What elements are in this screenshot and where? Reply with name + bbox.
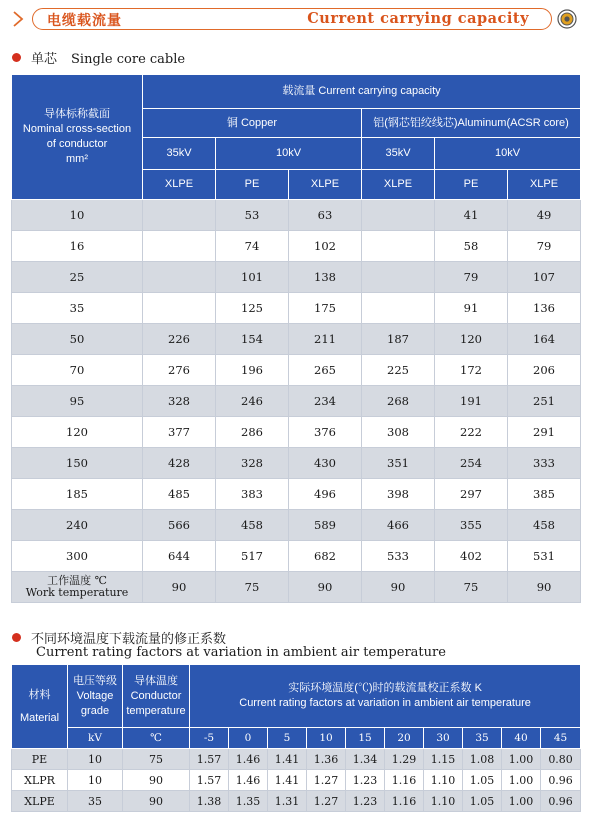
capacity-cell: 101 [216,262,289,293]
material-header-en: Material [19,711,60,724]
cross-section-cell: 16 [12,231,143,262]
capacity-cell [362,293,435,324]
capacity-cell: 517 [216,541,289,572]
factor-cell: 1.38 [190,791,229,812]
factor-cell: 1.08 [463,749,502,770]
capacity-cell: 458 [216,510,289,541]
capacity-cell: 531 [508,541,581,572]
capacity-cell: 458 [508,510,581,541]
cross-section-cell: 240 [12,510,143,541]
cross-section-cell: 50 [12,324,143,355]
conductor-header-unit: mm² [66,153,88,165]
capacity-cell: 63 [289,200,362,231]
factor-cell: 1.46 [229,770,268,791]
cross-section-cell: 70 [12,355,143,386]
rating-factor-table [11,664,581,812]
ambient-temp-header: 15 [346,728,385,749]
cross-section-cell: 10 [12,200,143,231]
insulation-header: XLPE [362,170,435,200]
capacity-cell: 466 [362,510,435,541]
capacity-cell: 125 [216,293,289,324]
factor-cell: 1.15 [424,749,463,770]
capacity-cell: 251 [508,386,581,417]
ambient-temp-header: 40 [502,728,541,749]
cross-section-cell: 120 [12,417,143,448]
capacity-cell: 175 [289,293,362,324]
factor-cell: 0.96 [541,770,581,791]
section2-subtitle [36,645,446,660]
table-row [12,749,581,770]
table-row [12,791,581,812]
section2-title-zh: 不同环境温度下载流量的修正系数 [31,632,227,647]
work-temperature-cell: 90 [289,572,362,603]
insulation-header: PE [435,170,508,200]
table-row [12,510,581,541]
conductor-header-zh: 导体标称截面 [44,108,110,120]
table-row [12,324,581,355]
insulation-header: XLPE [143,170,216,200]
section1-title-en: Single core cable [71,52,186,67]
capacity-cell: 53 [216,200,289,231]
voltage-header-zh: 电压等级 [73,674,117,687]
capacity-cell: 41 [435,200,508,231]
capacity-cell: 328 [216,448,289,479]
table-row [12,448,581,479]
factor-cell: 1.05 [463,791,502,812]
ambient-temp-header: 10 [307,728,346,749]
capacity-cell: 222 [435,417,508,448]
factor-header-zh: 实际环境温度(℃)时的载流量校正系数 K [288,682,482,694]
capacity-cell: 58 [435,231,508,262]
factor-cell: 1.57 [190,770,229,791]
capacity-cell: 138 [289,262,362,293]
factor-cell: 1.16 [385,791,424,812]
cross-section-cell: 95 [12,386,143,417]
voltage-cell: 10 [68,770,123,791]
work-temperature-row [12,572,581,603]
bullet-dot-icon [12,53,21,62]
voltage-header-en2: grade [80,704,110,717]
material-header [12,665,68,749]
table-row [12,541,581,572]
conductor-header-en2: of conductor [46,138,108,150]
copper-header: 铜 Copper [143,109,362,138]
capacity-cell: 351 [362,448,435,479]
capacity-cell: 430 [289,448,362,479]
factor-header [190,665,581,728]
page-header [4,6,586,32]
work-temperature-cell: 90 [362,572,435,603]
capacity-cell: 265 [289,355,362,386]
capacity-cell: 49 [508,200,581,231]
temp-unit: ℃ [123,728,190,749]
voltage-10kv-aluminum: 10kV [435,138,581,170]
capacity-cell: 644 [143,541,216,572]
work-temperature-cell: 75 [435,572,508,603]
capacity-cell: 276 [143,355,216,386]
insulation-header: XLPE [289,170,362,200]
capacity-cell: 234 [289,386,362,417]
cross-section-cell: 35 [12,293,143,324]
header-title-zh: 电缆载流量 [47,13,122,29]
capacity-cell: 398 [362,479,435,510]
capacity-cell: 211 [289,324,362,355]
factor-cell: 1.29 [385,749,424,770]
factor-cell: 0.96 [541,791,581,812]
capacity-cell: 154 [216,324,289,355]
factor-cell: 1.41 [268,770,307,791]
voltage-cell: 35 [68,791,123,812]
table-row [12,355,581,386]
work-temperature-cell: 90 [143,572,216,603]
material-cell: XLPR [12,770,68,791]
capacity-cell: 172 [435,355,508,386]
chevron-right-icon [12,10,24,28]
capacity-cell [143,200,216,231]
factor-cell: 1.16 [385,770,424,791]
ambient-temp-header: 30 [424,728,463,749]
table-row [12,417,581,448]
insulation-header: PE [216,170,289,200]
capacity-cell [143,293,216,324]
work-temperature-label-zh: 工作温度 ℃ [47,574,107,587]
capacity-cell: 566 [143,510,216,541]
factor-cell: 1.27 [307,770,346,791]
factor-cell: 1.41 [268,749,307,770]
conductor-header-cell [12,75,143,200]
capacity-cell: 333 [508,448,581,479]
voltage-35kv-copper: 35kV [143,138,216,170]
factor-cell: 1.35 [229,791,268,812]
factor-cell: 1.57 [190,749,229,770]
capacity-cell: 79 [508,231,581,262]
capacity-cell: 355 [435,510,508,541]
company-logo-icon [557,9,577,29]
capacity-cell: 187 [362,324,435,355]
capacity-cell: 254 [435,448,508,479]
capacity-cell: 225 [362,355,435,386]
factor-cell: 1.10 [424,770,463,791]
capacity-header: 载流量 Current carrying capacity [143,75,581,109]
factor-cell: 1.05 [463,770,502,791]
table-row [12,770,581,791]
capacity-cell: 107 [508,262,581,293]
capacity-cell: 291 [508,417,581,448]
work-temperature-label-en: Work temperature [25,586,129,599]
conductor-temp-header-zh: 导体温度 [134,674,178,687]
single-core-capacity-table [11,74,581,603]
factor-cell: 0.80 [541,749,581,770]
voltage-header-en1: Voltage [76,689,114,702]
capacity-cell: 74 [216,231,289,262]
capacity-cell [143,231,216,262]
capacity-cell: 533 [362,541,435,572]
table-row [12,386,581,417]
conductor-temp-header-en2: temperature [126,704,186,717]
conductor-temp-cell: 75 [123,749,190,770]
factor-header-en: Current rating factors at variation in ambient air temperature [239,697,531,709]
capacity-cell: 91 [435,293,508,324]
ambient-temp-header: 45 [541,728,581,749]
insulation-header: XLPE [508,170,581,200]
capacity-cell: 120 [435,324,508,355]
capacity-cell: 226 [143,324,216,355]
capacity-cell [143,262,216,293]
section1-title-zh: 单芯 [31,52,58,67]
voltage-10kv-copper: 10kV [216,138,362,170]
conductor-temp-cell: 90 [123,770,190,791]
capacity-cell: 136 [508,293,581,324]
capacity-cell: 485 [143,479,216,510]
factor-cell: 1.10 [424,791,463,812]
capacity-cell: 268 [362,386,435,417]
capacity-cell: 206 [508,355,581,386]
factor-cell: 1.36 [307,749,346,770]
capacity-cell: 385 [508,479,581,510]
capacity-cell: 79 [435,262,508,293]
capacity-cell: 308 [362,417,435,448]
ambient-temp-header: 0 [229,728,268,749]
conductor-temp-cell: 90 [123,791,190,812]
factor-cell: 1.23 [346,770,385,791]
section2-title-en: Current rating factors at variation in ambient air temperature [36,645,446,660]
material-cell: PE [12,749,68,770]
factor-cell: 1.31 [268,791,307,812]
header-title-en: Current carrying capacity [307,10,529,27]
capacity-cell: 428 [143,448,216,479]
capacity-cell: 496 [289,479,362,510]
capacity-cell: 383 [216,479,289,510]
cross-section-cell: 300 [12,541,143,572]
bullet-dot-icon [12,633,21,642]
capacity-cell [362,262,435,293]
table-row [12,231,581,262]
voltage-header [68,665,123,728]
section1-title [12,48,185,67]
table-row [12,479,581,510]
factor-cell: 1.00 [502,791,541,812]
table-row [12,200,581,231]
cross-section-cell: 25 [12,262,143,293]
capacity-cell [362,200,435,231]
capacity-cell: 164 [508,324,581,355]
voltage-cell: 10 [68,749,123,770]
ambient-temp-header: 20 [385,728,424,749]
capacity-cell: 402 [435,541,508,572]
material-cell: XLPE [12,791,68,812]
voltage-unit: kV [68,728,123,749]
header-title-bar [32,8,552,30]
capacity-cell: 328 [143,386,216,417]
factor-cell: 1.46 [229,749,268,770]
aluminum-header: 铝(钢芯铝绞线芯)Aluminum(ACSR core) [362,109,581,138]
capacity-cell: 682 [289,541,362,572]
conductor-temp-header [123,665,190,728]
conductor-header-en1: Nominal cross-section [22,123,132,135]
cross-section-cell: 185 [12,479,143,510]
capacity-cell: 191 [435,386,508,417]
work-temperature-label [12,572,143,603]
capacity-cell: 246 [216,386,289,417]
work-temperature-cell: 90 [508,572,581,603]
factor-cell: 1.00 [502,749,541,770]
capacity-cell: 376 [289,417,362,448]
table-row [12,293,581,324]
factor-cell: 1.23 [346,791,385,812]
ambient-temp-header: 35 [463,728,502,749]
work-temperature-cell: 75 [216,572,289,603]
voltage-35kv-aluminum: 35kV [362,138,435,170]
ambient-temp-header: -5 [190,728,229,749]
conductor-temp-header-en1: Conductor [130,689,182,702]
capacity-cell: 589 [289,510,362,541]
capacity-cell: 377 [143,417,216,448]
material-header-zh: 材料 [28,688,51,701]
ambient-temp-header: 5 [268,728,307,749]
factor-cell: 1.27 [307,791,346,812]
factor-cell: 1.00 [502,770,541,791]
capacity-cell: 102 [289,231,362,262]
table-row [12,262,581,293]
factor-cell: 1.34 [346,749,385,770]
cross-section-cell: 150 [12,448,143,479]
capacity-cell [362,231,435,262]
capacity-cell: 297 [435,479,508,510]
capacity-cell: 286 [216,417,289,448]
capacity-cell: 196 [216,355,289,386]
